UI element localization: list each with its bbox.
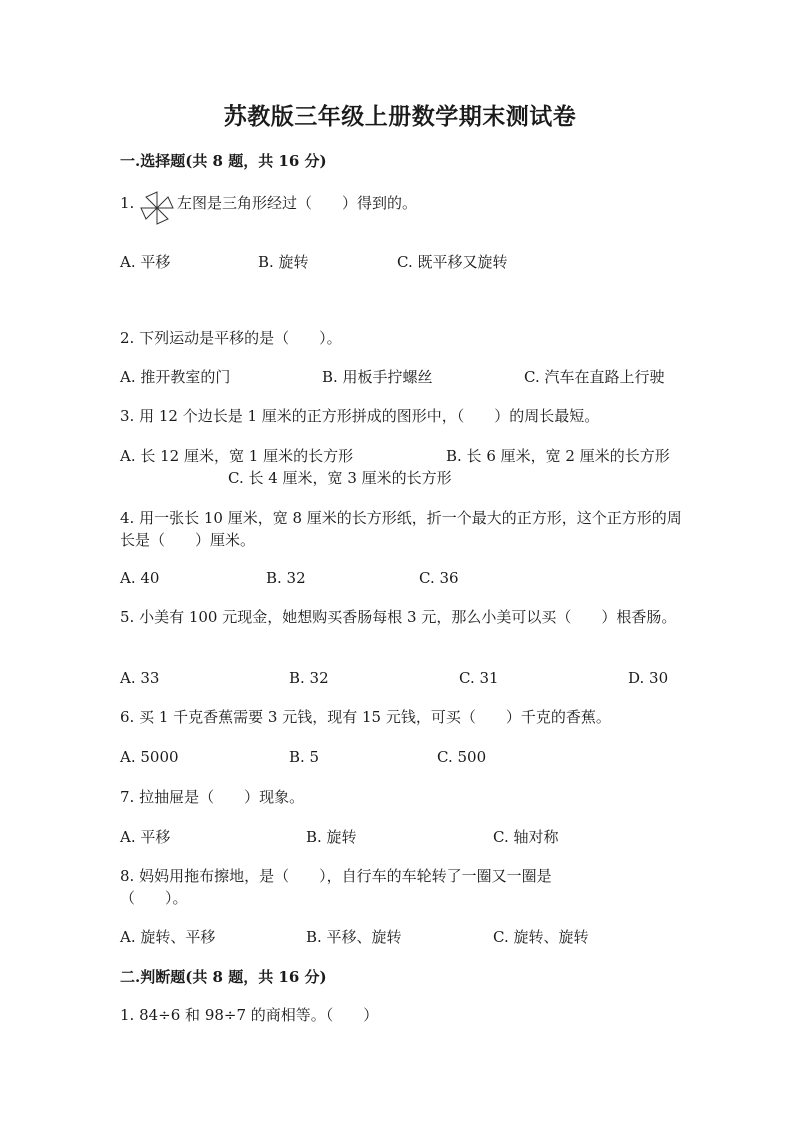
q5-option-c[interactable]: C. 31 (459, 669, 499, 687)
question-1-text: 左图是三角形经过（ ）得到的。 (177, 194, 418, 212)
q6-option-a[interactable]: A. 5000 (120, 748, 179, 766)
q5-option-b[interactable]: B. 32 (289, 669, 329, 687)
q2-option-a[interactable]: A. 推开教室的门 (120, 368, 231, 386)
exam-title: 苏教版三年级上册数学期末测试卷 (223, 103, 577, 130)
question-6-text: 6. 买 1 千克香蕉需要 3 元钱，现有 15 元钱，可买（ ）千克的香蕉。 (120, 708, 611, 726)
q2-option-c[interactable]: C. 汽车在直路上行驶 (524, 368, 665, 386)
question-4-text: 4. 用一张长 10 厘米，宽 8 厘米的长方形纸，折一个最大的正方形，这个正方形的周长是（ ）厘米。 (120, 509, 682, 549)
question-2-text: 2. 下列运动是平移的是（ ）。 (120, 329, 342, 347)
q8-option-b[interactable]: B. 平移、旋转 (306, 928, 402, 946)
question-8-text: 8. 妈妈用拖布擦地，是（ ），自行车的车轮转了一圈又一圈是（ ）。 (120, 867, 552, 907)
q3-option-b[interactable]: B. 长 6 厘米，宽 2 厘米的长方形 (446, 447, 670, 465)
q8-option-c[interactable]: C. 旋转、旋转 (493, 928, 589, 946)
question-1-number: 1. (120, 194, 135, 212)
q4-option-c[interactable]: C. 36 (419, 569, 459, 587)
q3-option-c[interactable]: C. 长 4 厘米，宽 3 厘米的长方形 (228, 469, 452, 487)
question-5-text: 5. 小美有 100 元现金，她想购买香肠每根 3 元，那么小美可以买（ ）根香肠。 (120, 608, 677, 626)
q6-option-b[interactable]: B. 5 (289, 748, 320, 766)
judgment-1-text: 1. 84÷6 和 98÷7 的商相等。（ ） (120, 1006, 379, 1024)
q1-option-c[interactable]: C. 既平移又旋转 (397, 253, 508, 271)
question-3-text: 3. 用 12 个边长是 1 厘米的正方形拼成的图形中，（ ）的周长最短。 (120, 407, 600, 425)
pinwheel-figure (138, 189, 176, 227)
q5-option-d[interactable]: D. 30 (628, 669, 669, 687)
q4-option-a[interactable]: A. 40 (120, 569, 160, 587)
q7-option-a[interactable]: A. 平移 (120, 828, 171, 846)
q5-option-a[interactable]: A. 33 (120, 669, 160, 687)
q3-option-a[interactable]: A. 长 12 厘米，宽 1 厘米的长方形 (120, 447, 354, 465)
section-heading-multiple-choice: 一.选择题(共 8 题，共 16 分) (120, 152, 327, 170)
q8-option-a[interactable]: A. 旋转、平移 (120, 928, 216, 946)
q1-option-b[interactable]: B. 旋转 (258, 253, 309, 271)
q7-option-b[interactable]: B. 旋转 (306, 828, 357, 846)
q6-option-c[interactable]: C. 500 (437, 748, 487, 766)
q4-option-b[interactable]: B. 32 (266, 569, 306, 587)
q2-option-b[interactable]: B. 用板手拧螺丝 (322, 368, 433, 386)
q7-option-c[interactable]: C. 轴对称 (493, 828, 559, 846)
q1-option-a[interactable]: A. 平移 (120, 253, 171, 271)
question-7-text: 7. 拉抽屉是（ ）现象。 (120, 788, 305, 806)
section-heading-true-false: 二.判断题(共 8 题，共 16 分) (120, 968, 327, 986)
